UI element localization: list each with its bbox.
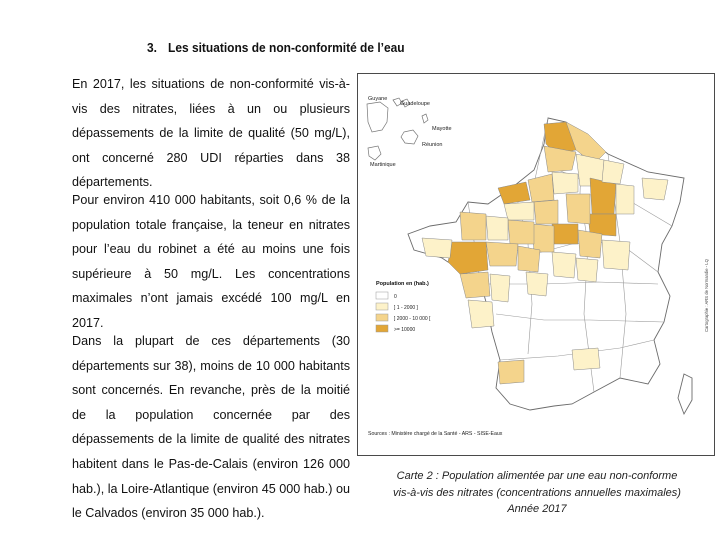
label-mayotte: Mayotte bbox=[432, 126, 452, 132]
legend-swatch-0 bbox=[376, 292, 388, 299]
legend-label-0: 0 bbox=[394, 294, 397, 300]
dept-herault bbox=[572, 348, 600, 370]
paragraph-3: Dans la plupart de ces départements (30 départements sur 38), moins de 10 000 habitants sont concernés. En revanche, près de la moitié de la population concernée par des dépassements de la limite de qualité des nitrates habitent dans le Pas-de-Calais (environ 126 000 hab.), la Loire-Atlantique (environ 45 000 hab.) ou le Calvados (environ 35 000 hab.). bbox=[72, 334, 350, 521]
dept-ille-et-vilaine bbox=[460, 212, 486, 240]
section-title: Les situations de non-conformité de l’eau bbox=[168, 40, 405, 55]
martinique-shape bbox=[368, 146, 381, 160]
dept-yonne bbox=[578, 230, 602, 258]
mayotte-shape bbox=[422, 114, 428, 123]
dept-cote-dor bbox=[602, 240, 630, 270]
dept-sarthe bbox=[508, 220, 534, 244]
dept-loir-et-cher bbox=[532, 224, 554, 252]
dept-charente-maritime bbox=[468, 300, 494, 328]
dept-seine-et-marne bbox=[566, 194, 590, 224]
legend-label-2: ] 2000 - 10 000 [ bbox=[394, 316, 431, 322]
label-martinique: Martinique bbox=[370, 162, 396, 168]
paragraph-1: En 2017, les situations de non-conformité vis-à-vis des nitrates, liées à un ou plusieurs dépassements de la limite de qualité (50 mg/L), ont concerné 280 UDI réparties dans 38 départements. bbox=[72, 77, 350, 190]
dept-indre-et-loire bbox=[518, 246, 540, 272]
dept-mayenne bbox=[486, 216, 508, 240]
dept-indre bbox=[526, 272, 548, 296]
legend-swatch-2 bbox=[376, 314, 388, 321]
label-guadeloupe: Guadeloupe bbox=[400, 101, 430, 107]
dept-loire-atlantique bbox=[448, 242, 488, 274]
dept-vendee bbox=[460, 272, 490, 298]
figure-caption bbox=[372, 468, 702, 518]
dept-meuse bbox=[616, 184, 634, 214]
overseas-territories bbox=[367, 96, 452, 168]
reunion-shape bbox=[401, 130, 418, 144]
map-credit: Cartographie : ARS de Normandie - LQ bbox=[704, 259, 709, 332]
dept-moselle bbox=[642, 178, 668, 200]
dept-nievre bbox=[576, 258, 598, 282]
dept-eure-et-loir bbox=[534, 200, 558, 224]
label-guyane: Guyane bbox=[368, 96, 388, 102]
legend-swatch-3 bbox=[376, 325, 388, 332]
label-reunion: Réunion bbox=[422, 142, 443, 148]
paragraph-2: Pour environ 410 000 habitants, soit 0,6 % de la population totale française, la teneur en nitrates pour l’eau du robinet a été au moins une fois supérieure à 50 mg/L. Les concentrations maximales n’ont jamais excédé 100 mg/L en 2017. bbox=[72, 193, 350, 330]
dept-calvados bbox=[498, 182, 530, 204]
dept-maine-et-loire bbox=[486, 242, 518, 266]
france-outline bbox=[408, 118, 684, 410]
legend-label-1: ] 1 - 2000 ] bbox=[394, 305, 418, 311]
section-heading bbox=[147, 40, 405, 55]
caption-line-1: Carte 2 : Population alimentée par une eau non-conforme bbox=[396, 470, 678, 482]
caption-line-3: Année 2017 bbox=[507, 503, 567, 515]
legend-label-3: >= 10000 bbox=[394, 327, 416, 333]
dept-oise bbox=[552, 172, 578, 194]
caption-line-2: vis-à-vis des nitrates (concentrations annuelles maximales) bbox=[393, 486, 681, 499]
corsica bbox=[678, 374, 692, 414]
section-number: 3. bbox=[147, 40, 157, 55]
map-legend bbox=[376, 281, 431, 333]
dept-morbihan bbox=[422, 238, 452, 258]
map-sources: Sources : Ministère chargé de la Santé - ARS - SISE-Eaux bbox=[368, 431, 503, 437]
dept-loiret bbox=[552, 224, 578, 244]
dept-gers bbox=[498, 360, 524, 384]
nitrate-map-figure bbox=[357, 73, 715, 456]
dept-deux-sevres bbox=[490, 274, 510, 302]
dept-marne bbox=[590, 178, 616, 214]
dept-orne bbox=[504, 202, 534, 220]
france-map bbox=[358, 74, 716, 457]
legend-swatch-1 bbox=[376, 303, 388, 310]
dept-ardennes bbox=[602, 160, 624, 184]
legend-title: Population en (hab.) bbox=[376, 281, 429, 287]
dept-cher bbox=[552, 252, 576, 278]
guyane-shape bbox=[367, 102, 388, 132]
